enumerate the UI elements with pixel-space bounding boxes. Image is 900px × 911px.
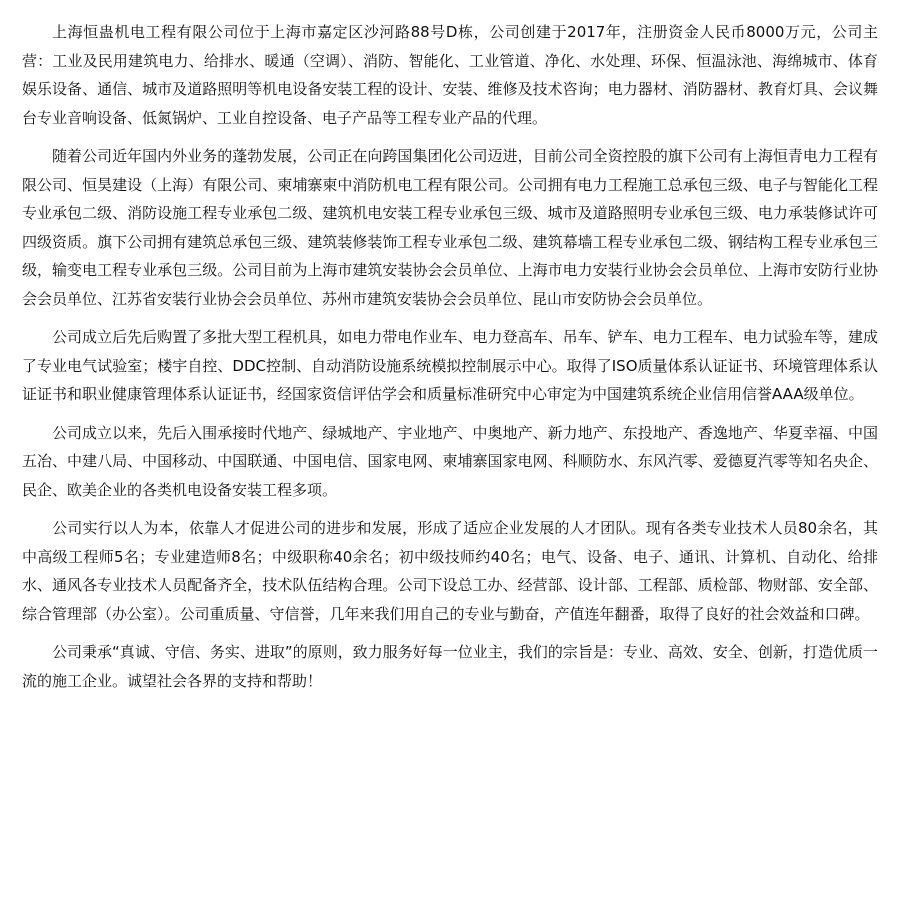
paragraph-clients-projects: 公司成立以来，先后入围承接时代地产、绿城地产、宇业地产、中奥地产、新力地产、东投地产、香逸地产、华夏幸福、中国五冶、中建八局、中国移动、中国联通、中国电信、国家电网、柬埔寨国家电网、科顺防水、东风汽零、爱德夏汽零等知名央企、民企、欧美企业的各类机电设备安装工程多项。 (22, 423, 878, 499)
paragraph-subsidiaries-qualifications: 随着公司近年国内外业务的蓬勃发展，公司正在向跨国集团化公司迈进，目前公司全资控股的旗下公司有上海恒青电力工程有限公司、恒昊建设（上海）有限公司、柬埔寨柬中消防机电工程有限公司。公司拥有电力工程施工总承包三级、电子与智能化工程专业承包二级、消防设施工程专业承包二级、建筑机电安装工程专业承包三级、城市及道路照明专业承包三级、电力承装修试许可四级资质。旗下公司拥有建筑总承包三级、建筑装修装饰工程专业承包二级、建筑幕墙工程专业承包二级、钢结构工程专业承包三级，输变电工程专业承包三级。公司目前为上海市建筑安装协会会员单位、上海市电力安装行业协会会员单位、上海市安防行业协会会员单位、江苏省安装行业协会会员单位、苏州市建筑安装协会会员单位、昆山市安防协会会员单位。 (22, 147, 878, 308)
paragraph-equipment-certifications: 公司成立后先后购置了多批大型工程机具，如电力带电作业车、电力登高车、吊车、铲车、电力工程车、电力试验车等，建成了专业电气试验室；楼宇自控、DDC控制、自动消防设施系统模拟控制展示中心。取得了ISO质量体系认证证书、环境管理体系认证证书和职业健康管理体系认证证书，经国家资信评估学会和质量标准研究中心审定为中国建筑系统企业信用信誉AAA级单位。 (22, 328, 878, 403)
paragraph-team-departments: 公司实行以人为本，依靠人才促进公司的进步和发展，形成了适应企业发展的人才团队。现有各类专业技术人员80余名，其中高级工程师5名；专业建造师8名；中级职称40余名；初中级技师约40名；电气、设备、电子、通讯、计算机、自动化、给排水、通风各专业技术人员配备齐全，技术队伍结构合理。公司下设总工办、经营部、设计部、工程部、质检部、物财部、安全部、综合管理部（办公室）。公司重质量、守信誉，几年来我们用自己的专业与勤奋，产值连年翻番，取得了良好的社会效益和口碑。 (22, 519, 878, 623)
paragraph-company-overview: 上海恒蛊机电工程有限公司位于上海市嘉定区沙河路88号D栋，公司创建于2017年，注册资金人民币8000万元，公司主营：工业及民用建筑电力、给排水、暖通（空调）、消防、智能化、工业管道、净化、水处理、环保、恒温泳池、海绵城市、体育娱乐设备、通信、城市及道路照明等机电设备安装工程的设计、安装、维修及技术咨询；电力器材、消防器材、教育灯具、会议舞台专业音响设备、低氮锅炉、工业自控设备、电子产品等工程专业产品的代理。 (22, 23, 878, 127)
paragraph-principles: 公司秉承“真诚、守信、务实、进取”的原则，致力服务好每一位业主，我们的宗旨是：专业、高效、安全、创新，打造优质一流的施工企业。诚望社会各界的支持和帮助！ (22, 643, 878, 690)
